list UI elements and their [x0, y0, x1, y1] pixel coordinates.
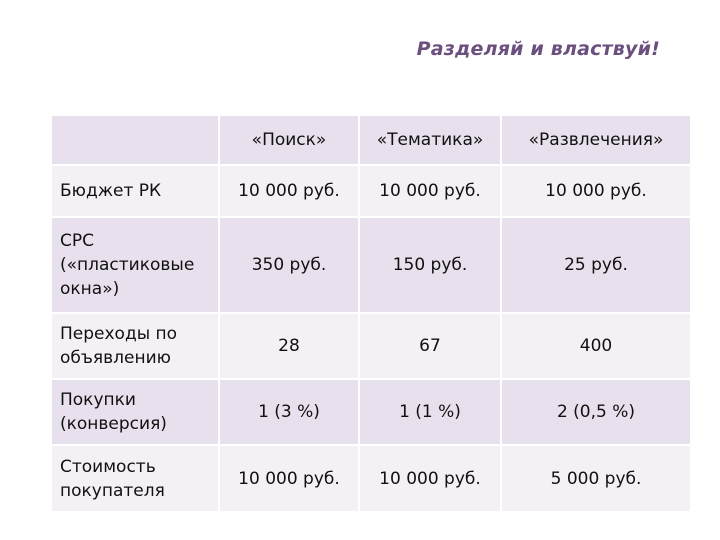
- table-cell: 10 000 руб.: [359, 165, 501, 217]
- table-cell: 25 руб.: [501, 217, 690, 313]
- slide-title: Разделяй и властвуй!: [416, 38, 660, 60]
- comparison-table: [50, 114, 690, 511]
- row-label: Стоимость покупателя: [51, 445, 219, 511]
- header-cell-search: «Поиск»: [219, 115, 359, 165]
- row-label: Переходы по объявлению: [51, 313, 219, 379]
- table-row: [51, 165, 690, 217]
- table-cell: 28: [219, 313, 359, 379]
- header-cell-thematic: «Тематика»: [359, 115, 501, 165]
- table-cell: 10 000 руб.: [219, 165, 359, 217]
- row-label: CPC («пластиковые окна»): [51, 217, 219, 313]
- header-row: [51, 115, 690, 165]
- table-row: [51, 445, 690, 511]
- table-cell: 67: [359, 313, 501, 379]
- table-cell: 1 (3 %): [219, 379, 359, 445]
- table-cell: 150 руб.: [359, 217, 501, 313]
- table-row: [51, 217, 690, 313]
- header-cell-entertainment: «Развлечения»: [501, 115, 690, 165]
- row-label: Покупки (конверсия): [51, 379, 219, 445]
- header-cell-empty: [51, 115, 219, 165]
- table-cell: 10 000 руб.: [501, 165, 690, 217]
- table-cell: 2 (0,5 %): [501, 379, 690, 445]
- table-cell: 10 000 руб.: [359, 445, 501, 511]
- table-cell: 1 (1 %): [359, 379, 501, 445]
- table-cell: 10 000 руб.: [219, 445, 359, 511]
- row-label: Бюджет РК: [51, 165, 219, 217]
- table-cell: 400: [501, 313, 690, 379]
- table-row: [51, 379, 690, 445]
- table-cell: 350 руб.: [219, 217, 359, 313]
- table-row: [51, 313, 690, 379]
- table-cell: 5 000 руб.: [501, 445, 690, 511]
